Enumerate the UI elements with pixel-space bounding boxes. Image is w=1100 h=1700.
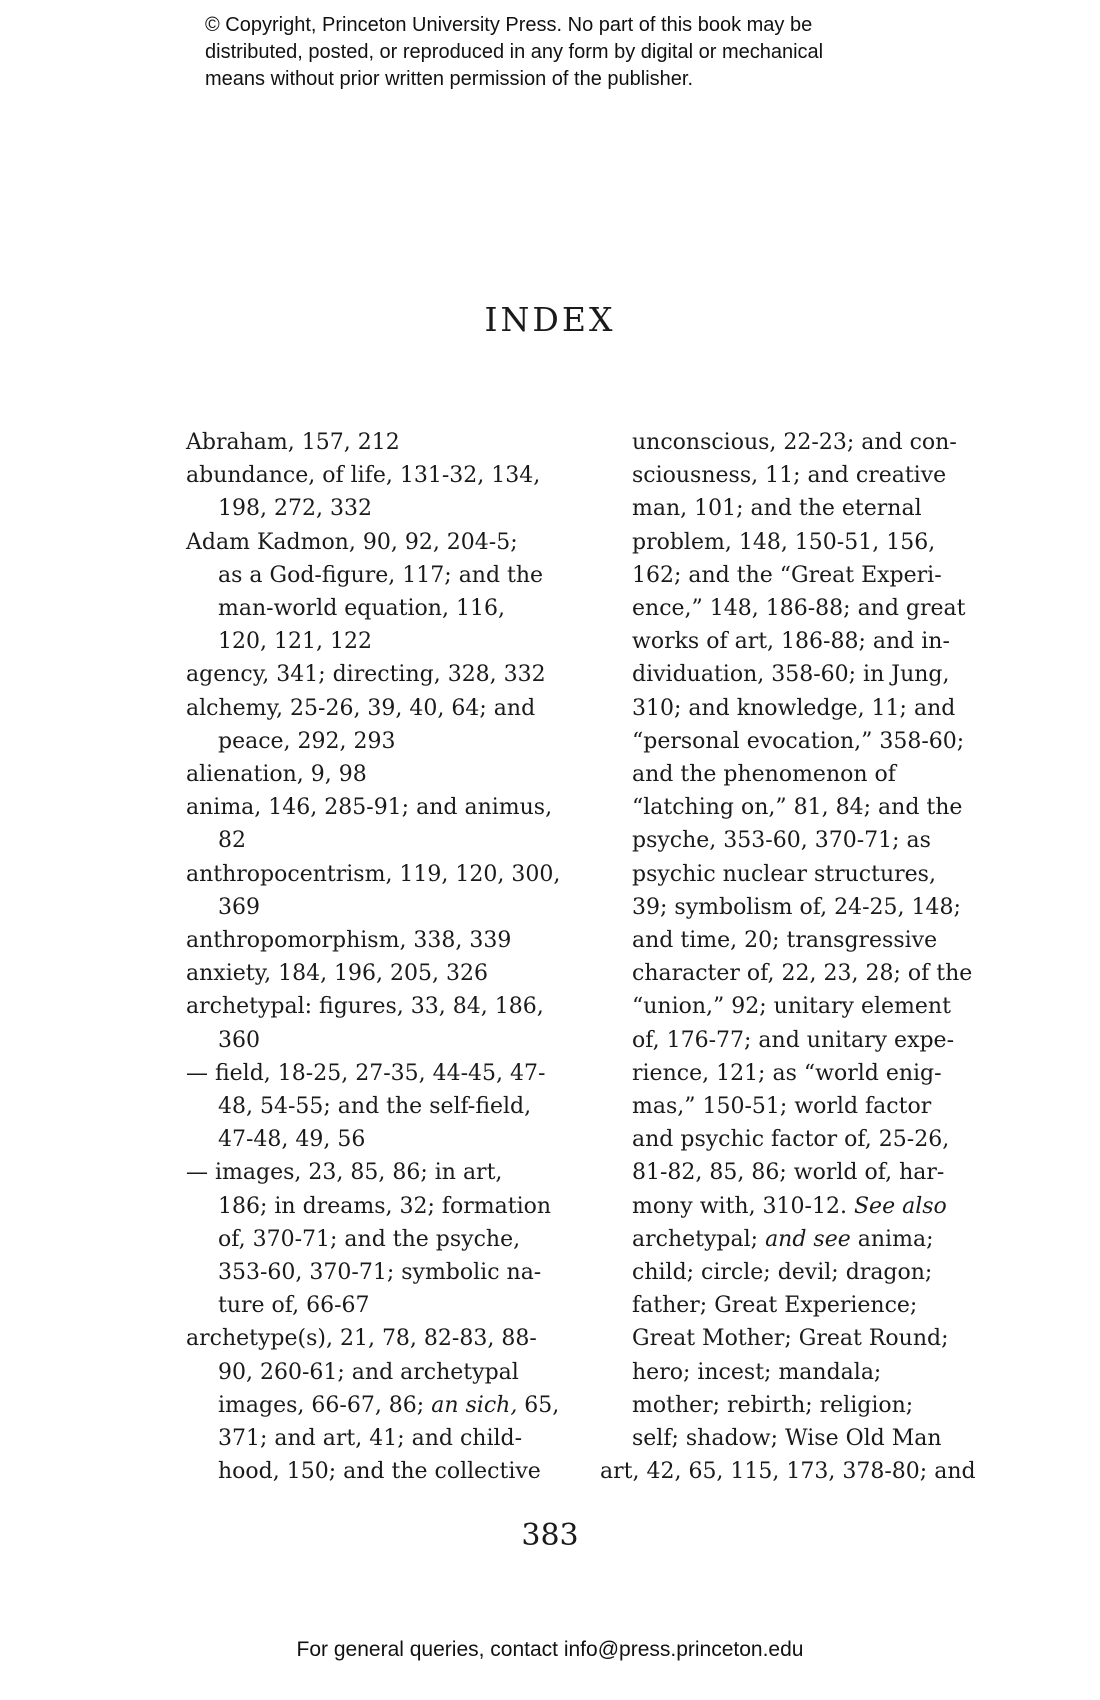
index-entry: Abraham, 157, 212 [186, 430, 400, 455]
index-entry-continuation: mas,” 150-51; world factor [632, 1094, 932, 1120]
index-entry: anthropomorphism, 338, 339 [186, 928, 512, 954]
entry-text: images, 66-67, 86; [218, 1392, 425, 1418]
index-column-left [186, 426, 586, 1489]
index-entry: archetypal: figures, 33, 84, 186, [186, 994, 544, 1020]
index-entry-continuation: 162; and the “Great Experi- [632, 562, 942, 588]
index-entry: Adam Kadmon, 90, 92, 204-5; [186, 529, 518, 555]
index-entry-continuation: and time, 20; transgressive [632, 928, 938, 954]
index-entry-continuation: 369 [218, 894, 260, 920]
index-entry-continuation: man, 101; and the eternal [632, 496, 922, 522]
index-entry-continuation: works of art, 186-88; and in- [632, 629, 950, 655]
index-entry-continuation: self; shadow; Wise Old Man [632, 1426, 942, 1452]
index-entry-continuation: as a God-figure, 117; and the [218, 562, 544, 588]
index-entry-continuation: sciousness, 11; and creative [632, 463, 947, 489]
index-entry: archetype(s), 21, 78, 82-83, 88- [186, 1326, 537, 1352]
index-entry-continuation: 39; symbolism of, 24-25, 148; [632, 894, 961, 920]
copyright-line: © Copyright, Princeton University Press. No part of this book may be [205, 14, 813, 36]
index-entry-continuation: psyche, 353-60, 370-71; as [632, 828, 931, 854]
index-entry-continuation [600, 1190, 980, 1223]
index-entry-continuation: 353-60, 370-71; symbolic na- [218, 1260, 542, 1286]
index-entry-continuation: man-world equation, 116, [218, 596, 505, 622]
page-title: INDEX [484, 300, 616, 339]
index-column-right [600, 426, 980, 1489]
index-entry-continuation: 186; in dreams, 32; formation [218, 1193, 552, 1219]
index-entry-continuation: 310; and knowledge, 11; and [632, 695, 956, 721]
cross-reference: See also [853, 1193, 947, 1219]
index-entry-continuation: “personal evocation,” 358-60; [632, 728, 965, 754]
index-entry-continuation: 48, 54-55; and the self-field, [218, 1094, 532, 1120]
index-entry-continuation: ture of, 66-67 [218, 1293, 370, 1319]
cross-reference: and see [765, 1226, 851, 1252]
index-entry-continuation: rience, 121; as “world enig- [632, 1060, 942, 1086]
index-entry: abundance, of life, 131-32, 134, [186, 463, 541, 489]
index-entry-continuation: 47-48, 49, 56 [218, 1127, 366, 1153]
index-entry-continuation: and the phenomenon of [632, 762, 896, 788]
index-entry-continuation: child; circle; devil; dragon; [632, 1260, 933, 1286]
index-entry-continuation: 82 [218, 828, 246, 854]
index-entry-continuation: problem, 148, 150-51, 156, [632, 529, 936, 555]
index-entry-continuation: 81-82, 85, 86; world of, har- [632, 1160, 945, 1186]
index-entry-continuation: 360 [218, 1027, 260, 1053]
index-entry-continuation: 371; and art, 41; and child- [218, 1426, 523, 1452]
index-entry-continuation: hero; incest; mandala; [632, 1359, 882, 1385]
index-entry-continuation: ence,” 148, 186-88; and great [632, 596, 966, 622]
index-entry: anxiety, 184, 196, 205, 326 [186, 961, 489, 987]
index-entry-continuation: dividuation, 358-60; in Jung, [632, 662, 950, 688]
index-entry: alienation, 9, 98 [186, 762, 367, 788]
index-subentry: — images, 23, 85, 86; in art, [186, 1160, 503, 1186]
index-entry: art, 42, 65, 115, 173, 378-80; and [600, 1459, 976, 1485]
index-entry-continuation: of, 176-77; and unitary expe- [632, 1027, 955, 1053]
index-entry-continuation: character of, 22, 23, 28; of the [632, 961, 973, 987]
index-entry-continuation: 198, 272, 332 [218, 496, 372, 522]
entry-text: mony with, 310-12. [632, 1193, 847, 1219]
index-entry-continuation: unconscious, 22-23; and con- [632, 430, 957, 455]
index-entry-continuation: psychic nuclear structures, [632, 861, 936, 887]
index-entry-continuation: peace, 292, 293 [218, 728, 396, 754]
index-entry: alchemy, 25-26, 39, 40, 64; and [186, 695, 536, 721]
index-entry-continuation: father; Great Experience; [632, 1293, 918, 1319]
index-entry: agency, 341; directing, 328, 332 [186, 662, 546, 688]
index-entry-continuation: Great Mother; Great Round; [632, 1326, 949, 1352]
index-entry-continuation: 90, 260-61; and archetypal [218, 1359, 519, 1385]
footer-contact: For general queries, contact info@press.princeton.edu [296, 1638, 804, 1661]
index-entry: anima, 146, 285-91; and animus, [186, 795, 553, 821]
index-entry-continuation: of, 370-71; and the psyche, [218, 1226, 521, 1252]
entry-text: 65, [517, 1392, 560, 1418]
index-subentry: — field, 18-25, 27-35, 44-45, 47- [186, 1060, 546, 1086]
index-entry-continuation: mother; rebirth; religion; [632, 1392, 914, 1418]
index-entry-continuation [600, 1223, 980, 1256]
index-entry-continuation: “latching on,” 81, 84; and the [632, 795, 963, 821]
entry-text: anima; [857, 1226, 934, 1252]
page-number: 383 [521, 1518, 579, 1553]
italic-term: an sich, [431, 1392, 518, 1418]
index-entry-continuation: “union,” 92; unitary element [632, 994, 951, 1020]
index-entry-continuation [186, 1389, 586, 1422]
copyright-line: distributed, posted, or reproduced in any form by digital or mechanical [205, 41, 824, 63]
index-entry: anthropocentrism, 119, 120, 300, [186, 861, 561, 887]
index-entry-continuation: and psychic factor of, 25-26, [632, 1127, 950, 1153]
index-entry-continuation: 120, 121, 122 [218, 629, 372, 655]
copyright-line: means without prior written permission of the publisher. [205, 68, 694, 90]
index-entry-continuation: hood, 150; and the collective [218, 1459, 541, 1485]
copyright-notice [205, 12, 925, 93]
entry-text: archetypal; [632, 1226, 759, 1252]
